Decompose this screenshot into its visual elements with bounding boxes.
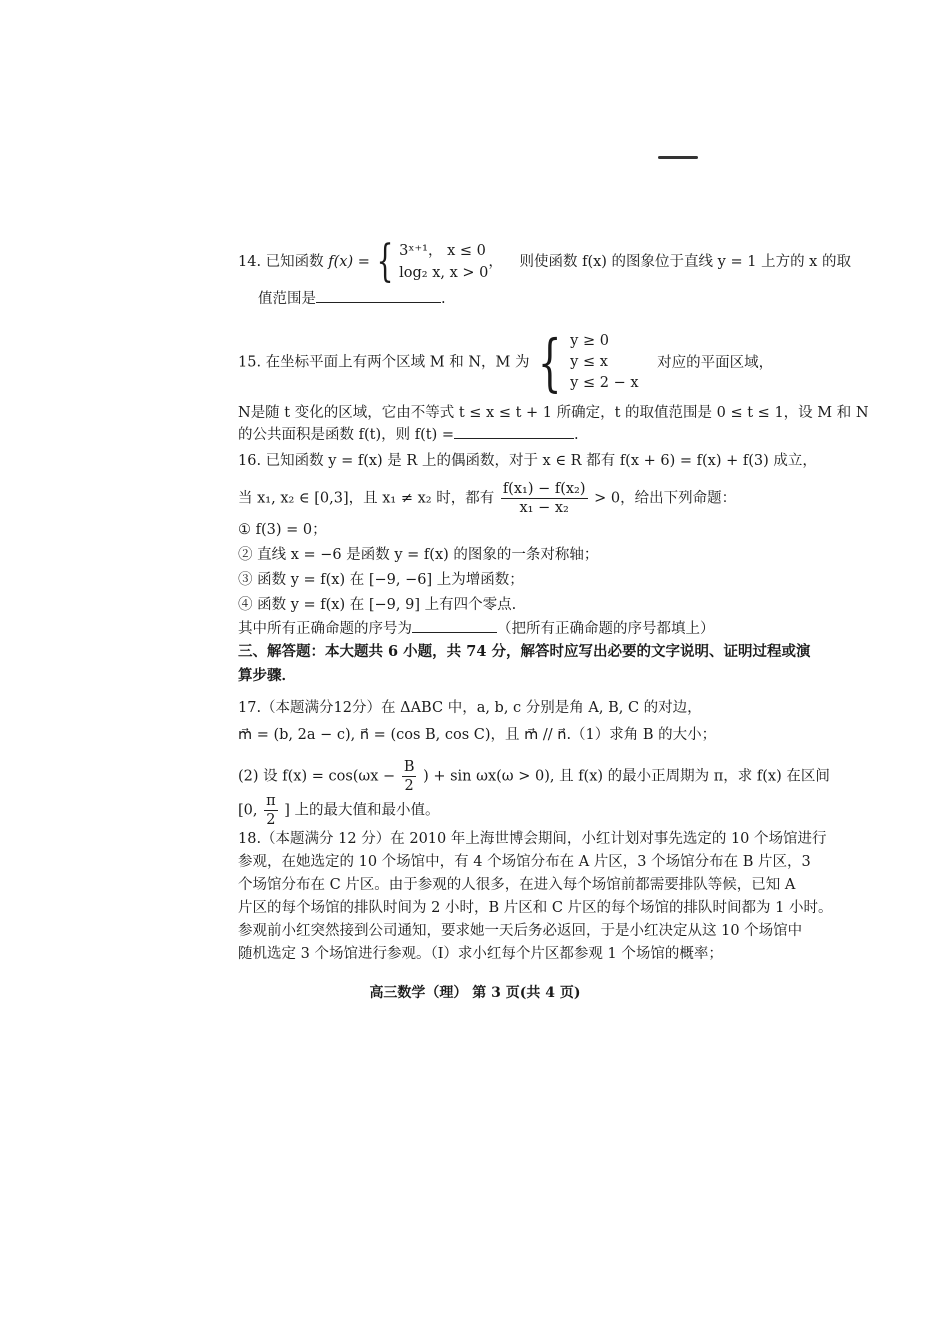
q14-line-2 [258, 288, 446, 309]
q15-prefix: 15. 在坐标平面上有两个区域 M 和 N，M 为 [238, 354, 530, 371]
q15-system [570, 331, 638, 394]
q15-cond-3: y ≤ 2 − x [570, 375, 639, 391]
q15-line-2 [238, 403, 869, 423]
q16-frac-numerator: f(x₁) − f(x₂) [502, 481, 586, 497]
page-footer: 高三数学（理） 第 3 页(共 4 页) [369, 985, 581, 1001]
q16-ask [238, 618, 715, 639]
q17-text-2: m⃗ = (b, 2a − c), n⃗ = (cos B, cos C)，且 m⃗ // n⃗.（1）求角 B 的大小； [238, 727, 717, 743]
q16-prop-2 [238, 545, 598, 565]
q16-frac-denominator: x₁ − x₂ [519, 500, 569, 516]
q17-fraction-pi [264, 792, 278, 829]
q14-case-1: 3ˣ⁺¹， x ≤ 0 [399, 243, 486, 259]
q14-brace: { [376, 236, 393, 287]
q15-cond-1: y ≥ 0 [570, 333, 609, 349]
q18-text-3: 个场馆分布在 C 片区。由于参观的人很多，在进入每个场馆前都需要排队等候，已知 A [238, 877, 796, 893]
section-3-heading [238, 642, 810, 662]
q18-text-2: 参观，在她选定的 10 个场馆中，有 4 个场馆分布在 A 片区，3 个场馆分布在 B 片区，3 [238, 854, 811, 870]
q14-answer-blank[interactable] [316, 288, 441, 303]
q18-text-4: 片区的每个场馆的排队时间为 2 小时，B 片区和 C 片区的每个场馆的排队时间都为 1 小时。 [238, 900, 833, 916]
q17-line-3 [238, 758, 830, 795]
q18-line-1 [238, 829, 827, 849]
q18-text-1: 18.（本题满分 12 分）在 2010 年上海世博会期间，小红计划对事先选定的 10 个场馆进行 [238, 831, 827, 847]
q15-text-2: N是随 t 变化的区域，它由不等式 t ≤ x ≤ t + 1 所确定，t 的取值范围是 0 ≤ t ≤ 1，设 M 和 N [238, 405, 869, 421]
q18-line-6 [238, 944, 723, 964]
q15-line-3 [238, 424, 579, 445]
q14-function: f(x) = [328, 254, 370, 270]
q17-fraction-b [402, 758, 417, 795]
q17-text-4a: [0, [238, 802, 258, 819]
question-15 [238, 325, 774, 399]
q16-text-2b: > 0，给出下列命题： [594, 490, 737, 507]
q17-frac-b-denominator: 2 [404, 778, 414, 794]
scan-mark [658, 156, 698, 159]
q14-case-2: log₂ x, x > 0 [399, 265, 489, 281]
section-3-line-2: 算步骤． [238, 667, 296, 684]
q18-line-2 [238, 852, 811, 872]
q17-frac-pi-numerator: π [266, 793, 276, 809]
q15-text-3: 的公共面积是函数 f(t)，则 f(t) = [238, 427, 454, 443]
q16-ask-text: 其中所有正确命题的序号为 [238, 621, 412, 637]
q17-text-4b: ] 上的最大值和最小值。 [284, 802, 440, 819]
q16-answer-blank[interactable] [412, 618, 497, 633]
section-3-line-1: 三、解答题：本大题共 6 小题，共 74 分，解答时应写出必要的文字说明、证明过程或演 [238, 643, 811, 660]
q16-prop-4 [238, 595, 516, 615]
q16-ask-note: （把所有正确命题的序号都填上） [497, 621, 715, 637]
q14-prefix: 14. 已知函数 [238, 254, 324, 270]
q16-text-1: 16. 已知函数 y = f(x) 是 R 上的偶函数，对于 x ∈ R 都有 f(x + 6) = f(x) + f(3) 成立， [238, 453, 817, 469]
q17-text-3b: ) + sin ωx(ω > 0), 且 f(x) 的最小正周期为 π，求 f(x) 在区间 [423, 768, 830, 785]
q18-line-5 [238, 921, 802, 941]
q18-line-4 [238, 898, 832, 918]
q17-line-1 [238, 698, 702, 718]
q16-prop-3-text: ③ 函数 y = f(x) 在 [−9, −6] 上为增函数； [238, 572, 524, 588]
q16-prop-1 [238, 520, 327, 540]
q17-text-3a: (2) 设 f(x) = cos(ωx − [238, 768, 396, 785]
q16-prop-1-text: ① f(3) = 0； [238, 522, 327, 538]
q16-line-1 [238, 451, 817, 471]
question-14 [238, 236, 851, 287]
q18-text-6: 随机选定 3 个场馆进行参观。（Ⅰ）求小红每个片区都参观 1 个场馆的概率； [238, 946, 723, 962]
q16-fraction [501, 480, 588, 517]
section-3-heading-cont [238, 666, 296, 686]
q17-line-4 [238, 792, 440, 829]
q16-prop-4-text: ④ 函数 y = f(x) 在 [−9, 9] 上有四个零点. [238, 597, 517, 613]
q17-line-2 [238, 725, 716, 745]
q14-comma: ， [488, 254, 503, 270]
q17-frac-b-numerator: B [403, 759, 415, 775]
q16-line-2 [238, 480, 736, 517]
q16-prop-3 [238, 570, 524, 590]
q15-brace: { [538, 325, 562, 399]
q14-cases [399, 240, 488, 284]
q16-prop-2-text: ② 直线 x = −6 是函数 y = f(x) 的图象的一条对称轴； [238, 547, 599, 563]
q14-answer-label: 值范围是 [258, 291, 316, 307]
q15-end: . [574, 427, 579, 443]
q16-text-2a: 当 x₁, x₂ ∈ [0,3]，且 x₁ ≠ x₂ 时，都有 [238, 490, 495, 507]
q17-frac-pi-denominator: 2 [266, 812, 276, 828]
q14-suffix: 则使函数 f(x) 的图象位于直线 y = 1 上方的 x 的取 [519, 254, 851, 270]
q15-cond-2: y ≤ x [570, 354, 608, 370]
q15-answer-blank[interactable] [454, 424, 574, 439]
q14-end: . [441, 291, 446, 307]
q18-line-3 [238, 875, 795, 895]
q17-text-1: 17.（本题满分12分）在 ΔABC 中，a, b, c 分别是角 A, B, C 的对边， [238, 700, 702, 716]
q15-suffix: 对应的平面区域， [657, 354, 774, 371]
q18-text-5: 参观前小红突然接到公司通知，要求她一天后务必返回，于是小红决定从这 10 个场馆中 [238, 923, 803, 939]
